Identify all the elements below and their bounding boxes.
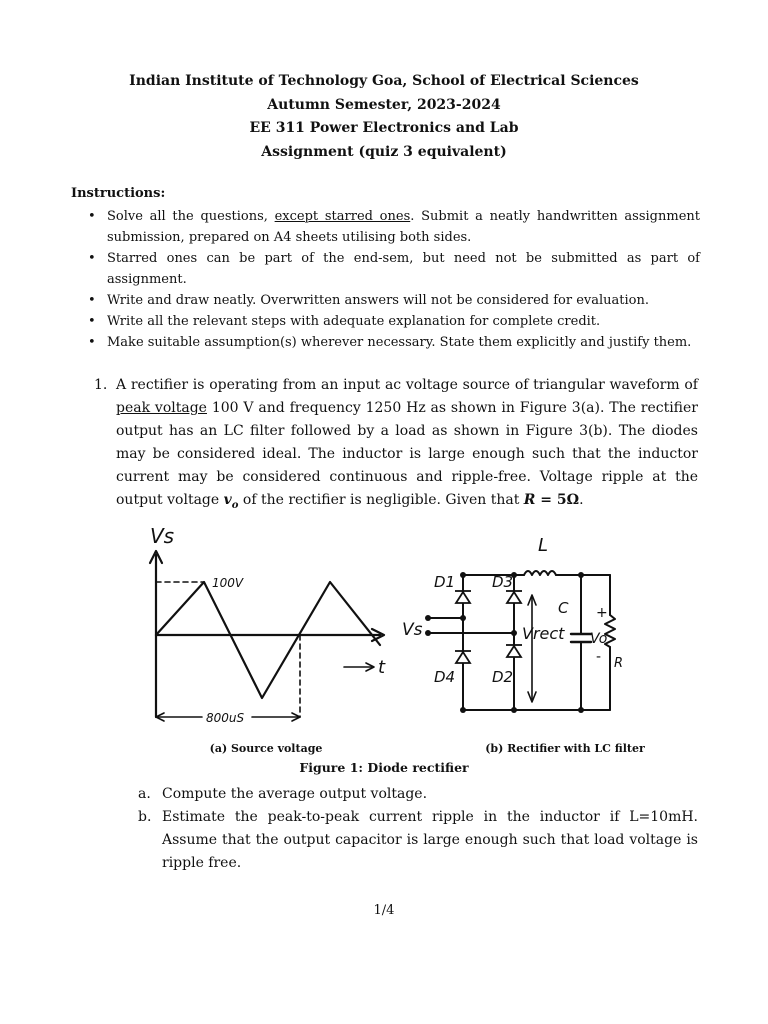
question-1 <box>94 374 698 517</box>
document-header <box>0 70 768 164</box>
question-text: A rectifier is operating from an input ac voltage source of triangular waveform of peak voltage 100 V and frequency 1250 Hz as shown in Figure 3(a). The rectifier output has an LC filter followed by a load as shown in Figure 3(b). The diodes may be considered ideal. The inductor is large enough such that the inductor current may be considered continuous and ripple-free. Voltage ripple at the output voltage $v_o$ of the rectifier is negligible. Given that R = 5Ω. <box>116 377 699 511</box>
diode-d2 <box>507 646 521 657</box>
vs-axis-label: Vs <box>150 524 175 548</box>
instructions-heading: Instructions: <box>71 186 166 201</box>
subquestions <box>138 783 698 875</box>
instruction-item: • Write and draw neatly. Overwritten answers will not be considered for evaluation. <box>88 290 700 311</box>
course-title: EE 311 Power Electronics and Lab <box>249 120 519 136</box>
instructions-list <box>88 206 700 353</box>
inductor <box>524 571 556 575</box>
assignment-title: Assignment (quiz 3 equivalent) <box>261 143 507 160</box>
time-label: t <box>378 657 386 678</box>
vrect-label: Vrect <box>522 624 565 643</box>
triangular-waveform <box>156 582 380 698</box>
diode-d3 <box>507 592 521 603</box>
diodes <box>455 591 522 663</box>
question-number: 1. <box>94 377 108 393</box>
diode-d4 <box>456 652 470 663</box>
d2-label: D2 <box>492 668 514 686</box>
vo-label: Vo <box>590 631 608 647</box>
instruction-item: • Make suitable assumption(s) wherever necessary. State them explicitly and justify them. <box>88 332 700 353</box>
caption-a: (a) Source voltage <box>209 742 323 755</box>
inductor-label: L <box>538 535 549 556</box>
instruction-item: • Solve all the questions, except starred ones. Submit a neatly handwritten assignment submission, prepared on A4 sheets utilising both sides. <box>88 206 700 248</box>
d1-label: D1 <box>434 573 456 591</box>
subquestion-b: b. Estimate the peak-to-peak current ripple in the inductor if L=10mH. Assume that the output capacitor is large enough such that load voltage is ripple free. <box>138 809 698 871</box>
institute-title: Indian Institute of Technology Goa, School of Electrical Sciences <box>129 73 639 89</box>
instruction-item: • Write all the relevant steps with adequate explanation for complete credit. <box>88 311 700 332</box>
page-number: 1/4 <box>373 903 395 918</box>
d4-label: D4 <box>434 668 456 686</box>
rectifier-figure <box>140 515 640 745</box>
diode-d1 <box>456 592 470 603</box>
peak-label: 100V <box>212 576 244 590</box>
period-label: 800uS <box>206 711 245 725</box>
instruction-item: • Starred ones can be part of the end-sem, but need not be submitted as part of assignment. <box>88 248 700 290</box>
subquestion-a: a. Compute the average output voltage. <box>138 786 428 802</box>
plus-sign: + <box>596 605 608 621</box>
minus-sign: - <box>596 649 602 665</box>
source-label: Vs <box>402 620 423 640</box>
semester-title: Autumn Semester, 2023-2024 <box>267 96 501 113</box>
resistor-label: R <box>614 656 624 671</box>
d3-label: D3 <box>492 573 514 591</box>
capacitor-label: C <box>558 599 569 617</box>
caption-b: (b) Rectifier with LC filter <box>485 742 645 755</box>
figure-title: Figure 1: Diode rectifier <box>299 760 469 775</box>
